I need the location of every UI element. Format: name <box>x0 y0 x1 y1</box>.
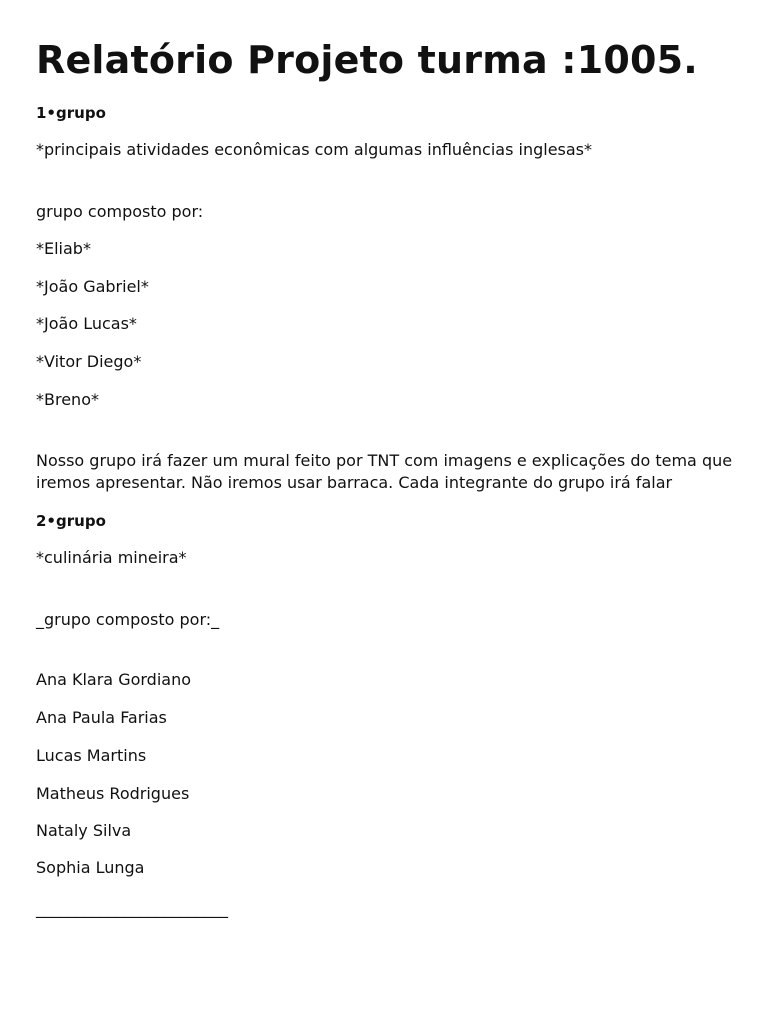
group1-member: *Vitor Diego* <box>36 352 142 371</box>
group2-member: Ana Klara Gordiano <box>36 670 192 689</box>
group2-member: Lucas Martins <box>36 746 147 765</box>
group1-theme: *principais atividades econômicas com algumas influências inglesas* <box>36 140 593 159</box>
separator-line: ________________________ <box>36 899 228 918</box>
group2-theme: *culinária mineira* <box>36 548 187 567</box>
group2-member: Matheus Rodrigues <box>36 784 190 803</box>
group2-member: Ana Paula Farias <box>36 708 167 727</box>
group1-heading: 1•grupo <box>36 104 106 122</box>
group1-composed-label: grupo composto por: <box>36 202 204 221</box>
group2-member: Sophia Lunga <box>36 858 145 877</box>
group2-member: Nataly Silva <box>36 821 132 840</box>
group2-heading: 2•grupo <box>36 512 106 530</box>
document-title: Relatório Projeto turma :1005. <box>36 38 698 82</box>
group2-composed-label: _grupo composto por:_ <box>36 610 220 629</box>
group1-member: *João Lucas* <box>36 314 137 333</box>
group1-member: *Eliab* <box>36 239 91 258</box>
group1-member: *Breno* <box>36 390 99 409</box>
group1-description: Nosso grupo irá fazer um mural feito por TNT com imagens e explicações do tema que iremos apresentar. Não iremos usar barraca. Cada integrante do grupo irá falar <box>36 451 733 492</box>
group1-member: *João Gabriel* <box>36 277 149 296</box>
